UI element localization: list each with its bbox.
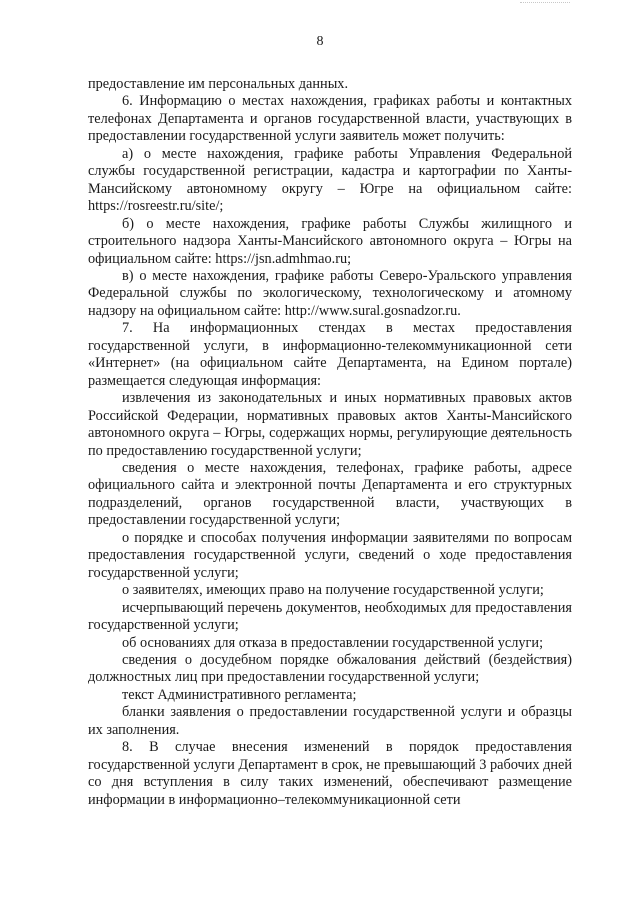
paragraph-continuation: предоставление им персональных данных. bbox=[88, 76, 349, 92]
paragraph-subitem-v: в) о месте нахождения, графике работы Северо-Уральского управления Федеральной службы по экологическому, технологическому и атомному надзору на официальном сайте: http://www.sural.gosnadzor.ru. bbox=[88, 267, 572, 319]
paragraph-item-8: 8. В случае внесения изменений в порядок предоставления государственной услуги Департамент в срок, не превышающий 3 рабочих дней со дня вступления в силу таких изменений, обеспечивают размещение информации в информационно–телекоммуникационной сети bbox=[88, 739, 573, 808]
paragraph-list-entry: исчерпывающий перечень документов, необходимых для предоставления государственной услуги; bbox=[88, 599, 572, 634]
paragraph-list-entry: сведения о месте нахождения, телефонах, графике работы, адресе официального сайта и электронной почты Департамента и его структурных подразделений, органов государственной власти, участвующих в предоставлении государственной услуги; bbox=[88, 459, 572, 529]
paragraph-subitem-a: а) о месте нахождения, графике работы Управления Федеральной службы государственной регистрации, кадастра и картографии по Ханты-Мансийскому автономному округу – Югре на официальном сайте: https://rosreestr.ru/site/; bbox=[88, 145, 572, 215]
paragraph-list-entry: об основаниях для отказа в предоставлении государственной услуги; bbox=[122, 634, 544, 651]
document-body bbox=[88, 76, 572, 809]
paragraph-item-7: 7. На информационных стендах в местах предоставления государственной услуги, в информационно-телекоммуникационной сети «Интернет» (на официальном сайте Департамента, на Едином портале) размещается следующая информация: bbox=[88, 320, 572, 389]
paragraph-list-entry: текст Административного регламента; bbox=[122, 686, 357, 703]
paragraph-list-entry: о заявителях, имеющих право на получение государственной услуги; bbox=[122, 582, 544, 599]
page-number: 8 bbox=[316, 34, 324, 49]
paragraph-list-entry: о порядке и способах получения информации заявителями по вопросам предоставления государственной услуги, сведений о ходе предоставления государственной услуги; bbox=[88, 529, 572, 581]
paragraph-item-6: 6. Информацию о местах нахождения, графиках работы и контактных телефонах Департамента и органов государственной власти, участвующих в предоставлении государственной услуги заявитель может получить: bbox=[88, 93, 572, 145]
paragraph-subitem-b: б) о месте нахождения, графике работы Службы жилищного и строительного надзора Ханты-Мансийского автономного округа – Югры на официальном сайте: https://jsn.admhmao.ru; bbox=[88, 215, 572, 267]
scan-artifact bbox=[520, 2, 570, 6]
paragraph-list-entry: бланки заявления о предоставлении государственной услуги и образцы их заполнения. bbox=[88, 704, 572, 738]
paragraph-list-entry: извлечения из законодательных и иных нормативных правовых актов Российской Федерации, нормативных правовых актов Ханты-Мансийского автономного округа – Югры, содержащих нормы, регулирующие деятельность по предоставлению государственной услуги; bbox=[88, 390, 572, 459]
paragraph-list-entry: сведения о досудебном порядке обжалования действий (бездействия) должностных лиц при предоставлении государственной услуги; bbox=[88, 651, 572, 686]
